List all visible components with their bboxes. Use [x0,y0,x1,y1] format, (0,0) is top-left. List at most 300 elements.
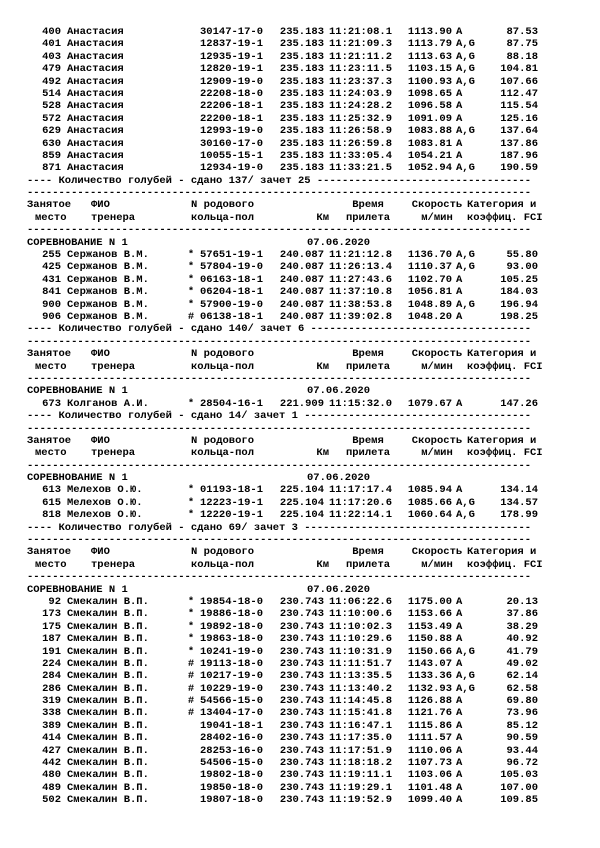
column-header-top [27,199,583,211]
speed: 1085.66 [407,496,452,509]
fci-coefficient: 190.59 [500,162,538,175]
place: 906 [42,310,61,323]
result-row [27,720,583,732]
place: 629 [42,125,61,138]
place: 673 [42,397,61,410]
arrival-time: 11:06:22.6 [329,595,393,608]
column-header-bottom [27,361,583,373]
category: A,G [456,682,475,695]
place: 427 [42,744,61,757]
arrival-time: 11:17:35.0 [329,732,393,745]
place: 191 [42,645,61,658]
distance-km: 240.087 [279,310,324,323]
ring-number: 54506-15-0 [200,757,264,770]
distance-km: 230.743 [279,608,324,621]
result-row [27,398,583,410]
arrival-time: 11:16:47.1 [329,719,393,732]
result-row [27,646,583,658]
mark [182,757,200,769]
category: A [456,100,463,113]
category: A,G [456,645,475,658]
result-row [27,608,583,620]
distance-km: 230.743 [279,633,324,646]
distance-km: 230.743 [279,769,324,782]
ring-number: 10229-19-0 [200,682,264,695]
speed: 1091.09 [407,112,452,125]
mark: * [187,645,195,658]
col5-header-bottom: прилета [345,360,391,373]
ring-number: 57900-19-0 [200,298,264,311]
fci-coefficient: 93.44 [506,744,538,757]
result-row [27,88,583,100]
place: 175 [42,620,61,633]
col5-header-top: Время [352,434,384,447]
fancier-name: Смекалин В.П. [67,744,149,757]
speed: 1113.90 [407,26,452,38]
result-row [27,125,583,137]
col5-header-top: Время [352,199,384,212]
col3-header-top: N родового [191,348,255,361]
fancier-name: Сержанов В.М. [67,286,149,299]
distance-km: 235.183 [279,38,324,51]
speed: 1113.63 [407,50,452,63]
ring-number: 12935-19-1 [200,50,264,63]
speed: 1150.66 [407,645,452,658]
col6-header-top: Скорость [411,348,463,361]
speed: 1103.15 [407,63,452,76]
column-header-bottom [27,447,583,459]
mark [182,38,200,50]
section-summary: ---- Количество голубей - сдано 140/ зачет 6 ----------------------------------- [27,323,532,336]
distance-km: 235.183 [279,149,324,162]
arrival-time: 11:19:52.9 [329,794,393,807]
mark: * [187,595,195,608]
arrival-time: 11:24:28.2 [329,100,393,113]
fancier-name: Смекалин В.П. [67,633,149,646]
section-summary: ---- Количество голубей - сдано 69/ зачет 3 ------------------------------------ [27,521,532,534]
result-row [27,757,583,769]
mark [182,113,200,125]
competition-label: СОРЕВНОВАНИЕ N 1 [27,472,128,485]
result-row [27,509,583,521]
section-summary: ---- Количество голубей - сдано 14/ зачет 1 ------------------------------------ [27,410,532,423]
place: 480 [42,769,61,782]
ring-number: 06163-18-1 [200,273,264,286]
separator-line: -------------------------------------------------------------------------------- [27,459,532,472]
col2-header-bottom: тренера [91,558,136,571]
speed: 1136.70 [407,249,452,262]
distance-km: 230.743 [279,732,324,745]
col5-header-top: Время [352,546,384,559]
distance-km: 221.909 [279,397,324,410]
fci-coefficient: 105.25 [500,273,538,286]
speed: 1048.20 [407,310,452,323]
section-summary: ---- Количество голубей - сдано 137/ зачет 25 ---------------------------------- [27,174,532,187]
arrival-time: 11:37:10.8 [329,286,393,299]
arrival-time: 11:21:11.2 [329,50,393,63]
speed: 1052.94 [407,162,452,175]
mark [182,769,200,781]
fci-coefficient: 38.29 [506,620,538,633]
fancier-name: Анастасия [67,125,124,138]
result-row [27,162,583,174]
ring-number: 30147-17-0 [200,26,264,38]
col4-header-bottom: Км [316,447,329,460]
arrival-time: 11:17:20.6 [329,496,393,509]
competition-date: 07.06.2020 [307,236,371,249]
fancier-name: Анастасия [67,87,124,100]
speed: 1150.88 [407,633,452,646]
ring-number: 19041-18-1 [200,719,264,732]
mark: * [187,620,195,633]
arrival-time: 11:13:35.5 [329,670,393,683]
result-row [27,261,583,273]
result-row [27,51,583,63]
arrival-time: 11:26:13.4 [329,261,393,274]
result-row [27,249,583,261]
arrival-time: 11:26:59.8 [329,137,393,150]
place: 284 [42,670,61,683]
category: A,G [456,509,475,522]
arrival-time: 11:15:41.8 [329,707,393,720]
distance-km: 230.743 [279,620,324,633]
place: 338 [42,707,61,720]
result-row [27,63,583,75]
competition-label: СОРЕВНОВАНИЕ N 1 [27,236,128,249]
arrival-time: 11:23:11.5 [329,63,393,76]
mark [182,88,200,100]
result-row [27,38,583,50]
category: A [456,794,463,807]
fci-coefficient: 109.85 [500,794,538,807]
category: A [456,769,463,782]
ring-number: 10241-19-0 [200,645,264,658]
arrival-time: 11:33:21.5 [329,162,393,175]
col1-header-bottom: место [35,360,67,373]
distance-km: 235.183 [279,87,324,100]
fancier-name: Анастасия [67,149,124,162]
fci-coefficient: 134.14 [500,484,538,497]
category: A [456,695,463,708]
speed: 1115.86 [407,719,452,732]
speed: 1060.64 [407,509,452,522]
fci-coefficient: 178.99 [500,509,538,522]
ring-number: 06138-18-1 [200,310,264,323]
fci-coefficient: 49.02 [506,657,538,670]
mark: * [187,249,195,262]
result-row [27,683,583,695]
fancier-name: Анастасия [67,112,124,125]
col2-header-bottom: тренера [91,447,136,460]
speed: 1048.89 [407,298,452,311]
result-row [27,732,583,744]
place: 187 [42,633,61,646]
arrival-time: 11:11:51.7 [329,657,393,670]
col3-header-bottom: кольца-пол [191,360,255,373]
speed: 1133.36 [407,670,452,683]
competition-date: 07.06.2020 [307,583,371,596]
arrival-time: 11:14:45.8 [329,695,393,708]
arrival-time: 11:22:14.1 [329,509,393,522]
result-row [27,633,583,645]
distance-km: 225.104 [279,509,324,522]
distance-km: 230.743 [279,757,324,770]
mark: * [187,509,195,522]
col1-header-top: Занятое [27,199,72,212]
competition-date: 07.06.2020 [307,472,371,485]
col6-header-bottom: м/мин [421,447,453,460]
distance-km: 240.087 [279,286,324,299]
place: 414 [42,732,61,745]
distance-km: 235.183 [279,63,324,76]
ring-number: 12220-19-1 [200,509,264,522]
fci-coefficient: 137.64 [500,125,538,138]
fci-coefficient: 134.57 [500,496,538,509]
col2-header-top: ФИО [91,199,110,212]
ring-number: 28253-16-0 [200,744,264,757]
speed: 1132.93 [407,682,452,695]
column-header-top [27,546,583,558]
category: A [456,707,463,720]
distance-km: 240.087 [279,273,324,286]
distance-km: 230.743 [279,781,324,794]
category: A,G [456,162,475,175]
speed: 1100.93 [407,75,452,88]
fancier-name: Смекалин В.П. [67,657,149,670]
ring-number: 06204-18-1 [200,286,264,299]
result-row [27,621,583,633]
mark: # [187,682,195,695]
arrival-time: 11:39:02.8 [329,310,393,323]
arrival-time: 11:23:37.3 [329,75,393,88]
place: 841 [42,286,61,299]
category: A [456,633,463,646]
place: 615 [42,496,61,509]
ring-number: 19886-18-0 [200,608,264,621]
fci-coefficient: 96.72 [506,757,538,770]
speed: 1110.37 [407,261,452,274]
place: 859 [42,149,61,162]
fancier-name: Анастасия [67,162,124,175]
category: A [456,608,463,621]
col2-header-bottom: тренера [91,360,136,373]
fancier-name: Смекалин В.П. [67,732,149,745]
distance-km: 225.104 [279,484,324,497]
result-row [27,782,583,794]
place: 900 [42,298,61,311]
place: 400 [42,26,61,38]
distance-km: 240.087 [279,261,324,274]
place: 514 [42,87,61,100]
fancier-name: Смекалин В.П. [67,670,149,683]
result-row [27,707,583,719]
place: 92 [48,595,61,608]
fancier-name: Смекалин В.П. [67,707,149,720]
speed: 1126.88 [407,695,452,708]
ring-number: 22200-18-1 [200,112,264,125]
fancier-name: Смекалин В.П. [67,645,149,658]
ring-number: 19113-18-0 [200,657,264,670]
mark: # [187,707,195,720]
place: 489 [42,781,61,794]
speed: 1111.57 [407,732,452,745]
fci-coefficient: 187.96 [500,149,538,162]
fancier-name: Смекалин В.П. [67,595,149,608]
results-sheet [27,26,583,807]
mark [182,138,200,150]
ring-number: 22208-18-0 [200,87,264,100]
fci-coefficient: 20.13 [506,595,538,608]
arrival-time: 11:26:58.9 [329,125,393,138]
fancier-name: Сержанов В.М. [67,261,149,274]
result-row [27,794,583,806]
category: A [456,273,463,286]
col4-header-bottom: Км [316,558,329,571]
fancier-name: Смекалин В.П. [67,682,149,695]
result-row [27,745,583,757]
mark: * [187,298,195,311]
col3-header-top: N родового [191,434,255,447]
place: 401 [42,38,61,51]
ring-number: 57804-19-0 [200,261,264,274]
category: A [456,719,463,732]
col4-header-top [297,435,329,447]
speed: 1099.40 [407,794,452,807]
competition-date: 07.06.2020 [307,385,371,398]
fci-coefficient: 55.80 [506,249,538,262]
arrival-time: 11:13:40.2 [329,682,393,695]
mark: # [187,657,195,670]
arrival-time: 11:25:32.9 [329,112,393,125]
arrival-time: 11:18:18.2 [329,757,393,770]
speed: 1110.06 [407,744,452,757]
category: A,G [456,38,475,51]
fancier-name: Сержанов В.М. [67,310,149,323]
result-row [27,26,583,38]
col7-header-top: Категория и [467,434,537,447]
speed: 1098.65 [407,87,452,100]
col1-header-top: Занятое [27,348,72,361]
fancier-name: Мелехов О.Ю. [67,496,143,509]
ring-number: 13404-17-0 [200,707,264,720]
mark [182,732,200,744]
fancier-name: Мелехов О.Ю. [67,484,143,497]
place: 286 [42,682,61,695]
fci-coefficient: 196.94 [500,298,538,311]
separator-line: -------------------------------------------------------------------------------- [27,422,532,435]
category: A,G [456,670,475,683]
fancier-name: Анастасия [67,26,124,38]
col3-header-bottom: кольца-пол [191,558,255,571]
result-row [27,658,583,670]
ring-number: 12934-19-0 [200,162,264,175]
distance-km: 230.743 [279,670,324,683]
result-row [27,769,583,781]
mark [182,720,200,732]
arrival-time: 11:27:43.6 [329,273,393,286]
category: A [456,781,463,794]
mark: * [187,496,195,509]
category: A [456,595,463,608]
arrival-time: 11:21:09.3 [329,38,393,51]
speed: 1083.88 [407,125,452,138]
mark [182,745,200,757]
distance-km: 235.183 [279,100,324,113]
ring-number: 12993-19-0 [200,125,264,138]
ring-number: 19807-18-0 [200,794,264,807]
speed: 1113.79 [407,38,452,51]
col4-header-top [297,199,329,211]
mark [182,26,200,38]
separator-line: -------------------------------------------------------------------------------- [27,571,532,584]
speed: 1143.07 [407,657,452,670]
col7-header-bottom: коэффиц. FCI [467,211,543,224]
fancier-name: Анастасия [67,75,124,88]
speed: 1083.81 [407,137,452,150]
mark [182,51,200,63]
distance-km: 235.183 [279,137,324,150]
category: A [456,87,463,100]
mark [182,76,200,88]
competition-label: СОРЕВНОВАНИЕ N 1 [27,583,128,596]
mark [182,150,200,162]
fci-coefficient: 62.58 [506,682,538,695]
result-row [27,299,583,311]
competition-line [27,472,583,484]
distance-km: 235.183 [279,162,324,175]
category: A,G [456,298,475,311]
col7-header-top: Категория и [467,199,537,212]
mark [182,63,200,75]
distance-km: 230.743 [279,695,324,708]
mark [182,125,200,137]
category: A,G [456,125,475,138]
fancier-name: Анастасия [67,50,124,63]
place: 224 [42,657,61,670]
fci-coefficient: 125.16 [500,112,538,125]
mark [182,794,200,806]
place: 403 [42,50,61,63]
col5-header-bottom: прилета [345,447,391,460]
fancier-name: Анастасия [67,137,124,150]
place: 502 [42,794,61,807]
ring-number: 30160-17-0 [200,137,264,150]
arrival-time: 11:24:03.9 [329,87,393,100]
place: 389 [42,719,61,732]
col3-header-bottom: кольца-пол [191,211,255,224]
col7-header-top: Категория и [467,348,537,361]
column-header-top [27,435,583,447]
col5-header-bottom: прилета [345,211,391,224]
fancier-name: Колганов А.И. [67,397,149,410]
ring-number: 10055-15-1 [200,149,264,162]
place: 528 [42,100,61,113]
col4-header-top [297,348,329,360]
fci-coefficient: 88.18 [506,50,538,63]
distance-km: 240.087 [279,249,324,262]
place: 442 [42,757,61,770]
result-row [27,484,583,496]
fci-coefficient: 112.47 [500,87,538,100]
ring-number: 12909-19-0 [200,75,264,88]
distance-km: 230.743 [279,744,324,757]
category: A [456,149,463,162]
col5-header-top: Время [352,348,384,361]
col1-header-top: Занятое [27,434,72,447]
col4-header-bottom: Км [316,360,329,373]
fancier-name: Смекалин В.П. [67,608,149,621]
ring-number: 19854-18-0 [200,595,264,608]
